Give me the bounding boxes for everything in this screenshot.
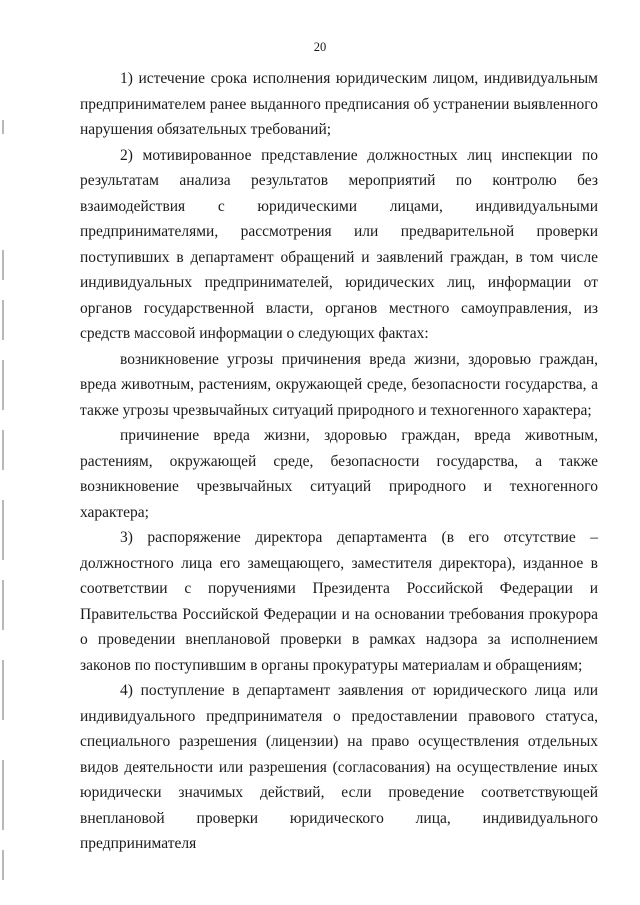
paragraph-item-1: 1) истечение срока исполнения юридическим лицом, индивидуальным предпринимателем ранее выданного предписания об устранении выявленного нарушения обязательных требований;	[80, 70, 598, 138]
paragraph-item-3: 3) распоряжение директора департамента (в его отсутствие – должностного лица его замещающего, заместителя директора), изданное в соответствии с поручениями Президента Российской Федерации и Правительства Российской Федерации и на основании требования прокурора о проведении внеплановой проверки в рамках надзора за исполнением законов по поступившим в органы прокуратуры материалам и обращениям;	[80, 529, 598, 674]
paragraph-subitem-harm: причинение вреда жизни, здоровью граждан, вреда животным, растениям, окружающей среде, безопасности государства, а также возникновение чрезвычайных ситуаций природного и техногенного характера;	[80, 427, 598, 521]
paragraph-item-4: 4) поступление в департамент заявления от юридического лица или индивидуального предпринимателя о предоставлении правового статуса, специального разрешения (лицензии) на право осуществления отдельных видов деятельности или разрешения (согласования) на осуществление иных юридически значимых действий, если проведение соответствующей внеплановой проверки юридического лица, индивидуального предпринимателя	[80, 682, 598, 852]
paragraph-item-2: 2) мотивированное представление должностных лиц инспекции по результатам анализа результатов мероприятий по контролю без взаимодействия с юридическими лицами, индивидуальными предпринимателями, рассмотрения или предварительной проверки поступивших в департамент обращений и заявлений граждан, в том числе индивидуальных предпринимателей, юридических лиц, информации от органов государственной власти, органов местного самоуправления, из средств массовой информации о следующих фактах:	[80, 146, 598, 342]
paragraph-subitem-threat: возникновение угрозы причинения вреда жизни, здоровью граждан, вреда животным, растениям, окружающей среде, безопасности государства, а также угрозы чрезвычайных ситуаций природного и техногенного характера;	[80, 350, 598, 419]
scan-margin-marks	[2, 0, 5, 905]
document-body	[80, 66, 598, 857]
page-number: 20	[313, 40, 327, 54]
